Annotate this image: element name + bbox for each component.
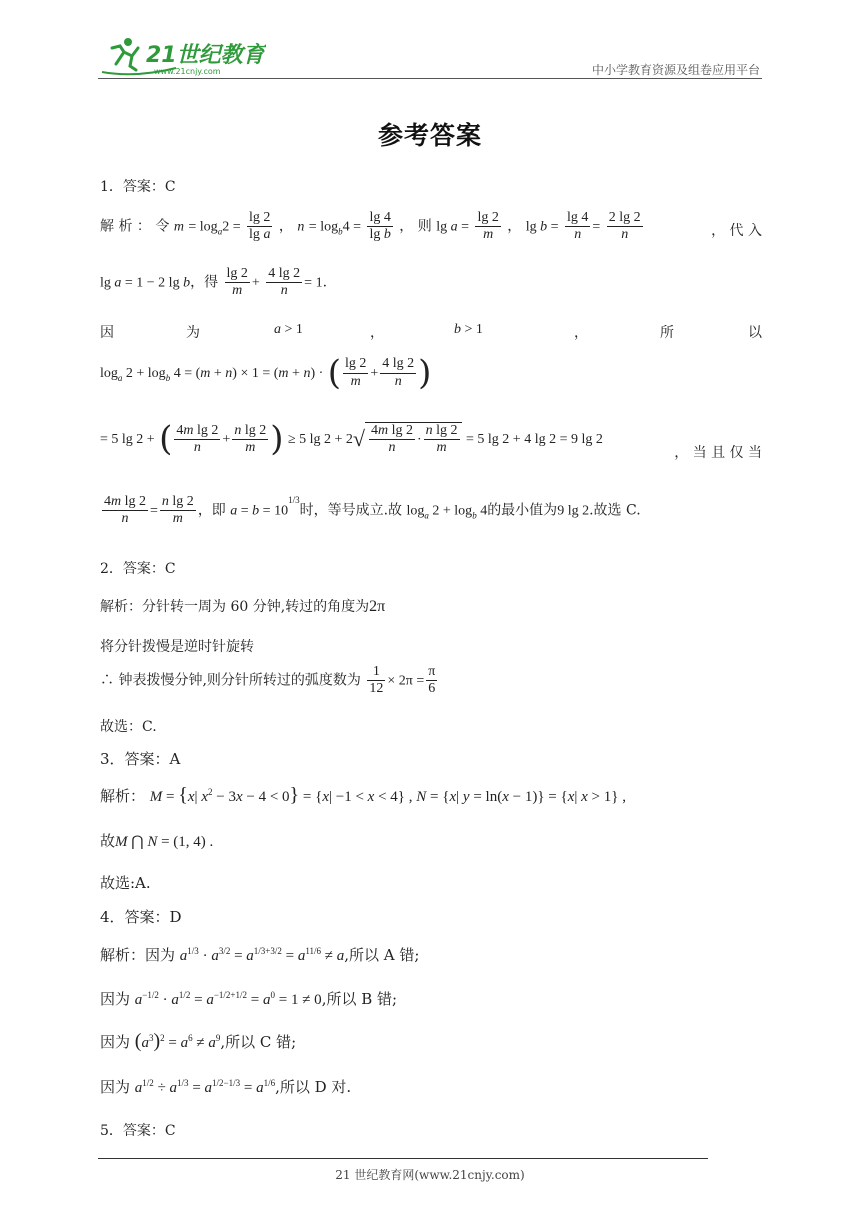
q3-answer: 3．答案：A — [100, 750, 181, 768]
q3-line3: 故选:A. — [100, 874, 151, 892]
q2-line2: 将分针拨慢是逆时针旋转 — [100, 639, 254, 655]
q2-line1: 解析：分针转一周为 60 分钟,转过的角度为2π — [100, 598, 386, 615]
q1-line3: 因 为 a > 1 ， b > 1 ， 所 以 — [100, 322, 762, 341]
logo-url: www.21cnjy.com — [154, 67, 221, 76]
q5-answer: 5．答案：C — [100, 1123, 176, 1139]
q2-line3: ∴ 钟表拨慢分钟,则分针所转过的弧度数为 $\frac{1}{12}$ × 2π = $\frac{\pi}{6}$ — [100, 664, 436, 697]
q4-line2: 因为 $a^{-1/2} \cdot a^{1/2} = a^{-1/2+1/2} = a^0 = 1 \ne 0$,所以 B 错; — [100, 990, 398, 1008]
site-logo — [96, 34, 266, 78]
logo-text: 21世纪教育 — [146, 43, 265, 68]
q1-line1: 解 析 ： 令 $m = \log_a2$ = $\frac{\lg 2}{\text{lg a}}$ ， $n = \log_b4$ = $\frac{\lg 4}{\text{lg b}}$ ， 则 lg a = $\frac{\lg 2}{m}$ ， lg b = $\frac{\lg 4}{n}$ = $\frac{2 \lg 2}{n}$ ， 代 入 — [100, 210, 762, 243]
q3-line2: 故M ⋂ N = (1, 4) . — [100, 832, 214, 850]
q4-line3: 因为 $(a^3)^2 = a^6 \ne a^9$,所以 C 错; — [100, 1030, 297, 1052]
q1-line4: $\log_a 2 + \log_b 4 = (m + n) \times 1 = (m + n)$ · ( $\frac{\lg 2}{m}$ + $\frac{4 \lg 2}{n}$ ) — [100, 353, 432, 393]
footer-divider — [98, 1158, 708, 1159]
q4-answer: 4．答案：D — [100, 908, 182, 926]
q4-line4: 因为 $a^{1/2} \div a^{1/3} = a^{1/2-1/3} = a^{1/6}$,所以 D 对. — [100, 1078, 352, 1096]
page-title: 参考答案 — [377, 121, 482, 150]
q4-line1: 解析：因为 $a^{1/3} \cdot a^{3/2} = a^{1/3+3/2} = a^{11/6} \ne a$,所以 A 错; — [100, 946, 420, 964]
q2-answer: 2．答案：C — [100, 561, 176, 577]
header-divider — [98, 78, 762, 79]
q3-line1: 解析： M = {x| $x^2 - 3x - 4 < 0\} = \{x| -1 < x < 4\}$ , N = {x| y = ln(x − 1)} = {x| x > 1} , — [100, 784, 626, 806]
q1-line6: $\frac{\text{4m lg 2}}{n}$ = $\frac{\text{n lg 2}}{m}$ ，即 $a = b = 10^{1/3}$时，等号成立.故 $\log_a 2 + \log_b 4$的最小值为9 lg 2.故选 C. — [104, 494, 641, 527]
header-platform-text: 中小学教育资源及组卷应用平台 — [591, 63, 760, 77]
q1-line5: = 5 lg 2 + ( $\frac{\text{4m lg 2}}{n}$ + $\frac{\text{n lg 2}}{m}$ ) ≥ 5 lg 2 + 2√ $\frac{\text{4m lg 2}}{n}$ · $\frac{\text{n lg 2}}{m}$ = 5 lg 2 + 4 lg 2 = 9 lg 2 ， 当 且 仅 当 — [100, 419, 762, 461]
q2-line4: 故选：C. — [100, 719, 157, 735]
footer-text: 21 世纪教育网(www.21cnjy.com) — [335, 1168, 525, 1182]
q1-answer: 1．答案：C — [100, 179, 176, 195]
q1-line2: lg a = 1 − 2 lg b，得 $\frac{\lg 2}{m}$ + $\frac{4 \lg 2}{n}$ = 1. — [100, 266, 328, 299]
